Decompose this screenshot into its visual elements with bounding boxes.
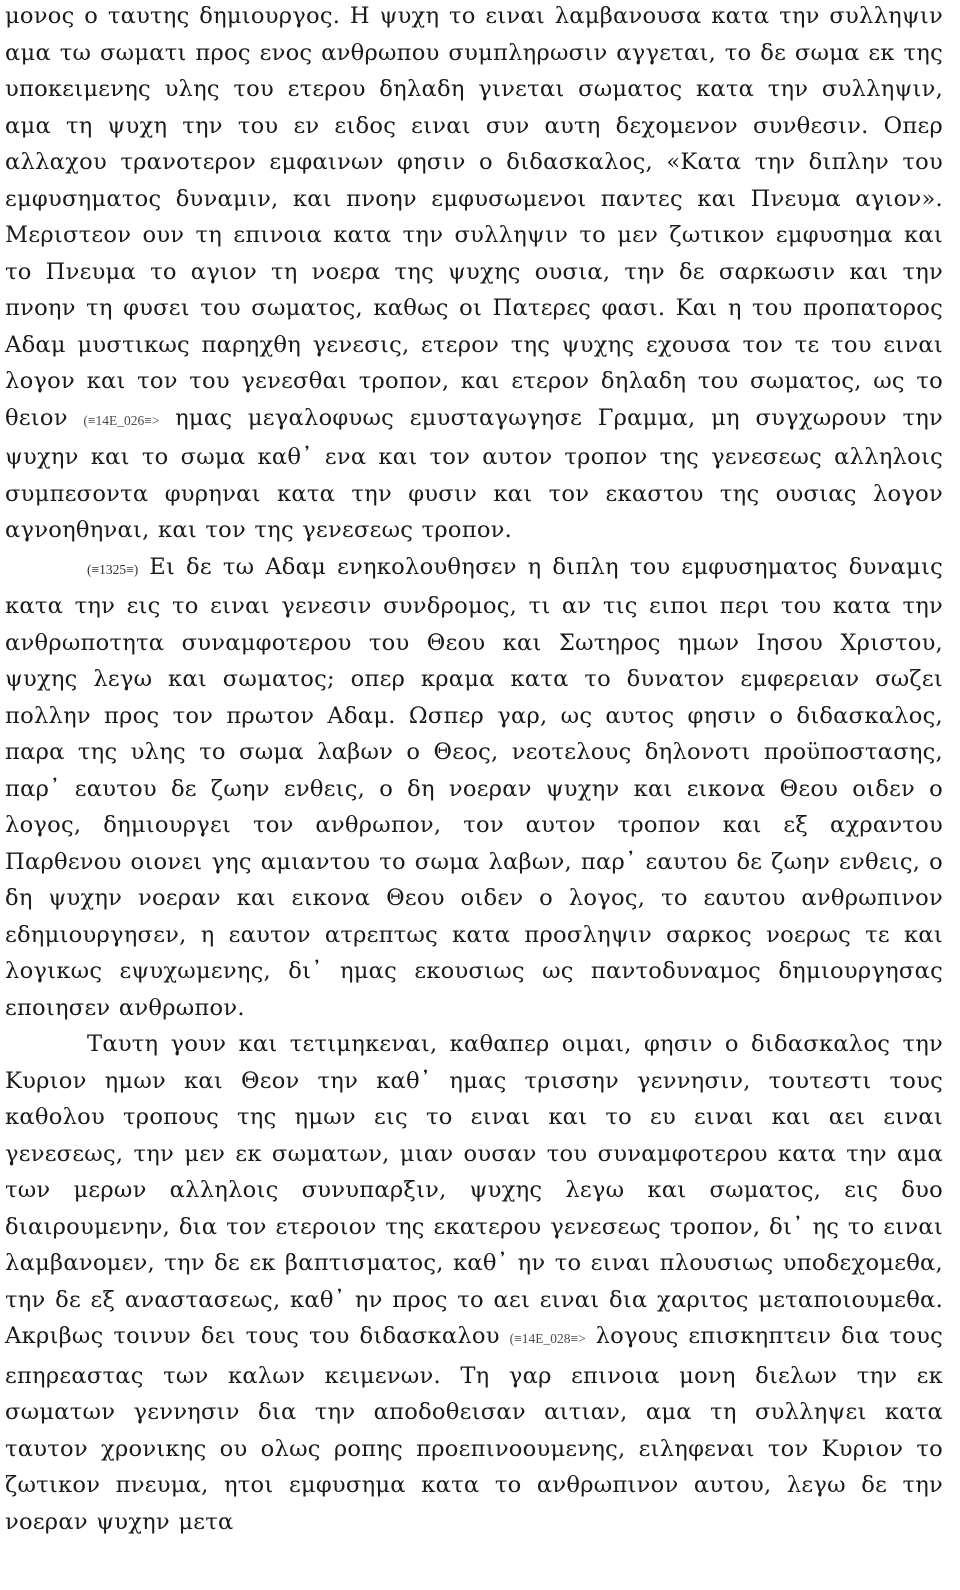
text-segment: ημας μεγαλοφυως εμυσταγωγησε Γραμμα, μη συγχωρουν την ψυχην και το σωμα καθ᾿ ενα και τον αυτον τροπον της γενεσεως αλληλοις συμπεσοντα φυρηναι κατα την φυσιν και τον εκαστου της ουσιας λογον αγνοηθηναι, και τον της γενεσεως τροπον. — [5, 404, 943, 543]
column-marker: (≡1325≡) — [87, 561, 139, 577]
paragraph — [5, 1026, 943, 1540]
text-segment: Ει δε τω Αδαμ ενηκολουθησεν η διπλη του εμφυσηματος δυναμις κατα την εις το ειναι γενεσιν συνδρομος, τι αν τις ειποι περι του κατα την ανθρωποτητα συναμφοτερου του Θεου και Σωτηρος ημων Ιησου Χριστου, ψυχης λεγω και σωματος; οπερ κραμα κατα το δυνατον εμφερειαν σωζει πολλην προς τον πρωτον Αδαμ. Ωσπερ γαρ, ως αυτος φησιν ο διδασκαλος, παρα της υλης το σωμα λαβων ο Θεος, νεοτελους δηλονοτι προϋποστασης, παρ᾿ εαυτου δε ζωην ενθεις, ο δη νοεραν ψυχην και εικονα Θεου οιδεν ο λογος, δημιουργει τον ανθρωπον, τον αυτον τροπον και εξ αχραντου Παρθενου οιονει γης αμιαντου το σωμα λαβων, παρ᾿ εαυτου δε ζωην ενθεις, ο δη ψυχην νοεραν και εικονα Θεου οιδεν ο λογος, το εαυτου ανθρωπινον εδημιουργησεν, η εαυτον ατρεπτως κατα προσληψιν σαρκος νοερως τε και λογικως εψυχωμενης, δι᾿ ημας εκουσιως ως παντοδυναμος δημιουργησας εποιησεν ανθρωπον. — [5, 553, 943, 1021]
document-page — [5, 0, 943, 1540]
text-segment: Ταυτη γουν και τετιμηκεναι, καθαπερ οιμαι, φησιν ο διδασκαλος την Κυριον ημων και Θεον την καθ᾿ ημας τρισσην γεννησιν, τουτεστι τους καθολου τροπους της ημων εις το ειναι και το ευ ειναι και αει ειναι γενεσεως, την μεν εκ σωματων, μιαν ουσαν του συναμφοτερου κατα την αμα των μερων αλληλοις συνυπαρξιν, ψυχης λεγω και σωματος, εις δυο διαιρουμενην, δια τον ετεροιον της εκατερου γενεσεως τροπον, δι᾿ ης το ειναι λαμβανομεν, την δε εκ βαπτισματος, καθ᾿ ην το ειναι πλουσιως υποδεχομεθα, την δε εξ αναστασεως, καθ᾿ ην προς το αει ειναι δια χαριτος μεταποιουμεθα. Ακριβως τοινυν δει τους του διδασκαλου — [5, 1031, 943, 1349]
text-segment: μονος ο ταυτης δημιουργος. Η ψυχη το ειναι λαμβανουσα κατα την συλληψιν αμα τω σωματι προς ενος ανθρωπου συμπληρωσιν αγγεται, το δε σωμα εκ της υποκειμενης υλης του ετερου δηλαδη γινεται σωματος κατα την συλληψιν, αμα τη ψυχη την του εν ειδος ειναι συν αυτη δεχομενον συνθεσιν. Οπερ αλλαχου τρανοτερον εμφαινων φησιν ο διδασκαλος, «Κατα την διπλην του εμφυσηματος δυναμιν, και πνοην εμφυσωμενοι παντες και Πνευμα αγιον». Μεριστεον ουν τη επινοια κατα την συλληψιν το μεν ζωτικον εμφυσημα και το Πνευμα το αγιον τη νοερα της ψυχης ουσια, την δε σαρκωσιν και την πνοην τη φυσει του σωματος, καθως οι Πατερες φασι. Και η του προπατορος Αδαμ μυστικως παρηχθη γενεσις, ετερον της ψυχης εχουσα τον τε του ειναι λογον και τον του γενεσθαι τροπον, και ετερον δηλαδη του σωματος, ως το θειον — [5, 3, 943, 431]
paragraph — [5, 549, 943, 1027]
page-marker: (≡14E_026≡> — [83, 412, 160, 428]
text-segment: λογους επισκηπτειν δια τους επηρεαστας των καλων κειμενων. Τη γαρ επινοια μονη διελων την εκ σωματων γεννησιν δια την αποδοθεισαν αιτιαν, αμα τη συλληψει κατα ταυτον χρονικης ου ολως ροπης προεπινοουμενης, ειληφεναι τον Κυριον το ζωτικον πνευμα, ητοι εμφυσημα κατα το ανθρωπινον αυτου, λεγω δε την νοεραν ψυχην μετα — [5, 1323, 943, 1535]
paragraph — [5, 0, 943, 549]
page-marker: (≡14E_028≡> — [509, 1331, 586, 1346]
